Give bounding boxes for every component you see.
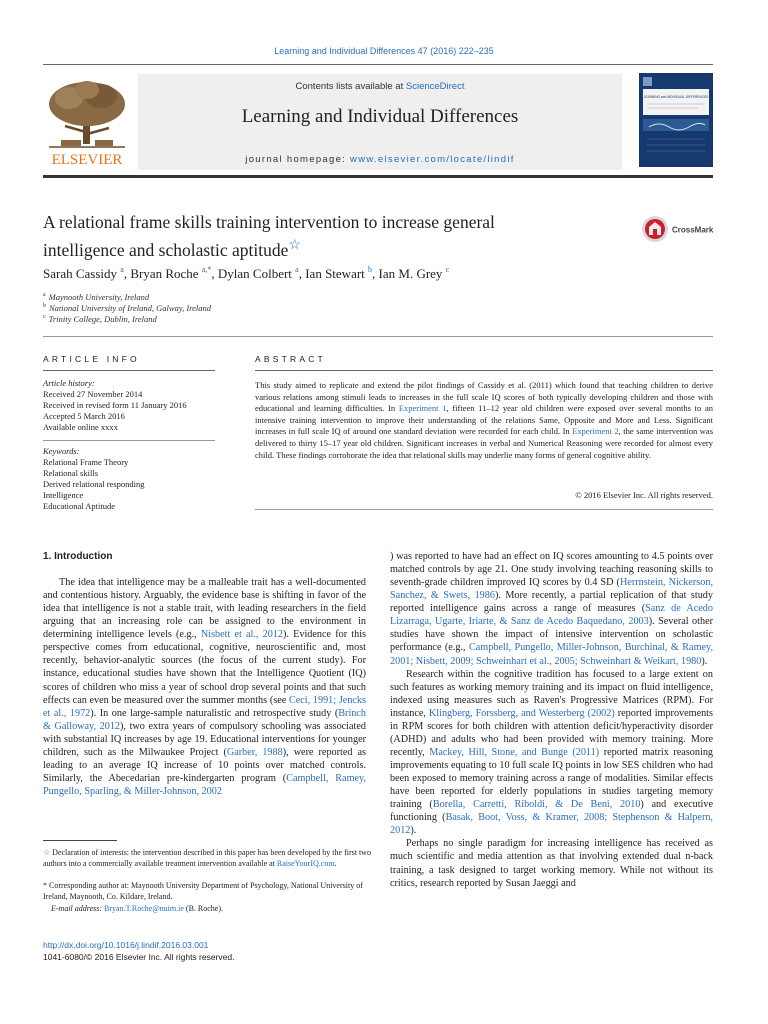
citation-link[interactable]: Garber, 1988 bbox=[226, 746, 283, 758]
journal-citation-link[interactable]: Learning and Individual Differences 47 (2016) 222–235 bbox=[274, 46, 494, 56]
body-text: reported matrix reasoning improvements equating to 10 full scale IQ points in low SES children who had been exposed to memory training across a range of modalities. Similar effects have been reported for elderly populations in studies targeting memory training ( bbox=[390, 746, 713, 811]
affiliation-c bbox=[43, 314, 157, 324]
journal-homepage-line bbox=[138, 154, 622, 165]
body-text: The idea that intelligence may be a malleable trait has a well-documented and contentious history. Arguably, the evidence base is shifting in favor of the idea that intelligence is not a stable trait, with leading researchers in the field arguing that an increasing role can be assigned to the environment in determining intelligence levels (e.g., bbox=[43, 577, 366, 641]
author-affiliation-mark[interactable]: a bbox=[295, 265, 299, 274]
body-text: ). Several other studies have shown the impact of intensive intervention on scholastic performance (e.g., bbox=[390, 616, 713, 654]
contents-prefix: Contents lists available at bbox=[295, 81, 406, 92]
title-line-2-text: intelligence and scholastic aptitude bbox=[43, 240, 289, 260]
history-label: Article history: bbox=[43, 378, 95, 388]
history-accepted: Accepted 5 March 2016 bbox=[43, 411, 125, 421]
cover-title: LEARNING and INDIVIDUAL DIFFERENCES bbox=[643, 95, 709, 99]
footnote-star-icon[interactable]: ☆ bbox=[43, 848, 51, 857]
footnote-email bbox=[43, 904, 373, 915]
elsevier-tree-icon bbox=[43, 76, 131, 168]
history-revised: Received in revised form 11 January 2016 bbox=[43, 400, 187, 410]
citation-link[interactable]: Sanz de Acedo Lizarraga, Ugarte, Iriarte, & Sanz de Acedo Baquedano, 2003 bbox=[390, 603, 713, 628]
author-affiliation-mark[interactable]: a bbox=[120, 265, 124, 274]
abstract-body bbox=[255, 380, 713, 461]
body-column-left bbox=[43, 576, 366, 798]
body-text: ). bbox=[701, 655, 708, 667]
body-text: reported improvements in RPM scores for both children with attention deficit/hyperactivity disorder (ADHD) and adults who had been provided with memory training. More recently, bbox=[390, 707, 713, 758]
experiment-2-link[interactable]: Experiment 2 bbox=[572, 426, 619, 437]
journal-banner bbox=[138, 74, 622, 170]
intro-paragraph-3: Perhaps no single paradigm for increasing intelligence has received as much scientific and media attention as that involving extended dual n-back training, a task designed to target working memory. While not without its critics, research reported by Susan Jaeggi and bbox=[390, 838, 713, 889]
footnote-text: . bbox=[334, 858, 337, 868]
body-text: ). More recently, a partial replication of that study reported intelligence gains across a range of measures ( bbox=[390, 590, 713, 615]
footnote-corresponding-author: * Corresponding author at: Maynooth University Department of Psychology, National University of Ireland, Maynooth, Co. Kildare, Ireland. bbox=[43, 881, 363, 901]
keywords-label: Keywords: bbox=[43, 446, 80, 456]
citation-link[interactable]: Herrnstein, Nickerson, Sanchez, & Swets, 1986 bbox=[390, 577, 713, 602]
doi-link[interactable]: http://dx.doi.org/10.1016/j.lindif.2016.03.001 bbox=[43, 940, 209, 950]
journal-homepage-link[interactable]: www.elsevier.com/locate/lindif bbox=[350, 154, 515, 165]
abstract-copyright: © 2016 Elsevier Inc. All rights reserved. bbox=[575, 490, 713, 500]
title-block-rule bbox=[43, 336, 713, 337]
section-heading-introduction: 1. Introduction bbox=[43, 551, 113, 562]
body-text: ). bbox=[410, 825, 417, 837]
affiliation-text: Trinity College, Dublin, Ireland bbox=[48, 314, 157, 324]
affiliation-mark: b bbox=[43, 303, 46, 310]
keyword-item: Educational Aptitude bbox=[43, 501, 115, 511]
author-name[interactable]: Ian M. Grey bbox=[378, 266, 443, 281]
elsevier-logo[interactable] bbox=[43, 76, 131, 168]
abstract-text-3: , the same intervention was delivered to thirty 15–17 year old children. Significant increases in verbal and Numerical Reasoning were recorded for almost every child. These findings corroborate the idea that relational skills may underlie many forms of general cognitive ability. bbox=[255, 426, 714, 460]
elsevier-wordmark: ELSEVIER bbox=[51, 152, 123, 168]
citation-link[interactable]: Brinch & Galloway, 2012 bbox=[43, 707, 366, 732]
keyword-item: Relational skills bbox=[43, 468, 99, 478]
abstract-rule bbox=[255, 370, 713, 371]
citation-link[interactable]: Ceci, 1991; Jencks et al., 1972 bbox=[43, 694, 366, 719]
crossmark-button[interactable] bbox=[641, 214, 716, 244]
title-line-1: A relational frame skills training intervention to increase general bbox=[43, 212, 495, 232]
author-name[interactable]: Ian Stewart bbox=[305, 266, 365, 281]
contents-line bbox=[138, 81, 622, 92]
intro-paragraph-1-continued bbox=[390, 550, 713, 668]
journal-cover-thumbnail[interactable] bbox=[639, 73, 713, 167]
author-name[interactable]: Dylan Colbert bbox=[217, 266, 292, 281]
article-info-heading: ARTICLE INFO bbox=[43, 354, 140, 364]
footnote-declaration bbox=[43, 848, 373, 869]
email-label: E-mail address: bbox=[51, 904, 105, 913]
masthead-rule bbox=[43, 175, 713, 178]
abstract-heading: ABSTRACT bbox=[255, 354, 326, 364]
affiliation-a bbox=[43, 292, 149, 302]
abstract-text-2: , fifteen 11–12 year old children were exposed over several months to an intensive training intervention to improve their understanding of the relations Same, Opposite and More and Less. Significant increases in full scale IQ of around one standard deviation were recorded for each child. In bbox=[255, 403, 714, 437]
email-link[interactable]: Bryan.T.Roche@nuim.ie bbox=[104, 904, 184, 913]
header-rule bbox=[43, 64, 713, 65]
affiliation-mark: c bbox=[43, 314, 46, 321]
citation-link[interactable]: Campbell, Pungello, Miller-Johnson, Burchinal, & Ramey, 2001; Nisbett, 2009; Schweinhart et al., 2005; Schweinhart & Weikart, 1980 bbox=[390, 642, 713, 667]
affiliation-b bbox=[43, 303, 211, 313]
citation-link[interactable]: Mackey, Hill, Stone, and Bunge (2011) bbox=[429, 746, 600, 758]
keyword-item: Relational Frame Theory bbox=[43, 457, 129, 467]
abstract-text-1: This study aimed to replicate and extend the pilot findings of Cassidy et al. (2011) which found that teaching children to derive various relations among stimuli leads to increases in the full scale IQ scores of both typically developing children and those with educational and learning difficulties. In bbox=[255, 380, 713, 414]
citation-link[interactable]: Campbell, Ramey, Pungello, Sparling, & Miller-Johnson, 2002 bbox=[43, 772, 366, 797]
keyword-item: Derived relational responding bbox=[43, 479, 145, 489]
author-name[interactable]: Bryan Roche bbox=[130, 266, 199, 281]
keyword-item: Intelligence bbox=[43, 490, 84, 500]
citation-link[interactable]: Nisbett et al., 2012 bbox=[200, 629, 284, 641]
author-list: Sarah Cassidy $^a$, Bryan Roche $^{a,*}$, Dylan Colbert $^a$, Ian Stewart $^b$, Ian M. Grey $^c$ bbox=[43, 265, 450, 281]
history-online: Available online xxxx bbox=[43, 422, 118, 432]
article-title bbox=[43, 211, 603, 262]
intro-paragraph-1 bbox=[43, 576, 366, 798]
email-owner: (B. Roche). bbox=[183, 904, 224, 913]
title-line-2 bbox=[43, 234, 603, 262]
homepage-prefix: journal homepage: bbox=[245, 154, 351, 165]
journal-title: Learning and Individual Differences bbox=[241, 106, 519, 127]
affiliation-text: National University of Ireland, Galway, Ireland bbox=[49, 303, 212, 313]
crossmark-icon bbox=[641, 214, 716, 244]
issn-copyright: 1041-6080/© 2016 Elsevier Inc. All rights reserved. bbox=[43, 952, 235, 962]
body-text: ). In one large-sample naturalistic and retrospective study ( bbox=[90, 707, 339, 719]
title-footnote-star-icon[interactable]: ☆ bbox=[288, 238, 301, 253]
author-affiliation-mark[interactable]: c bbox=[445, 265, 450, 274]
experiment-1-link[interactable]: Experiment 1 bbox=[398, 403, 447, 414]
body-text: ) and executive functioning ( bbox=[390, 799, 713, 824]
affiliation-text: Maynooth University, Ireland bbox=[48, 292, 150, 302]
body-text: ). Evidence for this perspective comes from educational, cognitive, neuroscientific and, most recently, behavior-analytic sources (the focus of the current study). For instance, educational studies have shown that the Intelligence Quotient (IQ) scores of children who miss a year of school drop several points and that such effects can even be measured over the summer months (see bbox=[43, 629, 366, 706]
body-column-right bbox=[390, 550, 713, 920]
keywords-rule bbox=[43, 440, 215, 441]
body-text: ), were reported as leading to an average IQ increase of 10 points over matched controls. Similarly, the Abecedarian pre-kindergarten program ( bbox=[43, 746, 367, 784]
journal-cover-image bbox=[639, 73, 713, 167]
author-name[interactable]: Sarah Cassidy bbox=[43, 266, 118, 281]
author-affiliation-mark[interactable]: b bbox=[368, 265, 373, 274]
body-text: ), two extra years of compulsory schooling was associated with substantial IQ increases by age 19. Educational interventions for younger children, such as the Milwaukee Project ( bbox=[43, 720, 366, 758]
footnote-text: Declaration of interests: the intervention described in this paper has been developed by the first two authors into a commercially available treatment intervention available at bbox=[43, 848, 371, 868]
article-info-rule bbox=[43, 370, 215, 371]
body-text: Research within the cognitive tradition has focused to a large extent on such features as working memory training and its impact on fluid intelligence, indexed using measures such as Raven's Progressive Matrices (RPM). For instance, bbox=[390, 668, 713, 719]
history-received: Received 27 November 2014 bbox=[43, 389, 143, 399]
citation-link[interactable]: Basak, Boot, Voss, & Kramer, 2008; Stephenson & Halpern, 2012 bbox=[390, 812, 713, 837]
footnote-rule bbox=[43, 840, 117, 841]
crossmark-label: CrossMark bbox=[672, 225, 714, 235]
intro-paragraph-2 bbox=[390, 668, 713, 838]
sciencedirect-link[interactable]: ScienceDirect bbox=[405, 81, 465, 92]
abstract-bottom-rule bbox=[255, 509, 713, 510]
author-affiliation-mark[interactable]: a,* bbox=[201, 265, 212, 274]
citation-link[interactable]: Borella, Carretti, Riboldi, & De Beni, 2010 bbox=[432, 799, 641, 811]
affiliation-mark: a bbox=[43, 292, 46, 299]
citation-link[interactable]: Klingberg, Forssberg, and Westerberg (2002) bbox=[428, 707, 615, 719]
raiseyouriq-link[interactable]: RaiseYourIQ.com bbox=[276, 858, 335, 868]
body-text: ) was reported to have had an effect on IQ scores amounting to 4.5 points over matched controls by age 21. One study involving teaching reasoning skills to seventh-grade children improved IQ scores by 0.4 SD ( bbox=[390, 551, 713, 589]
